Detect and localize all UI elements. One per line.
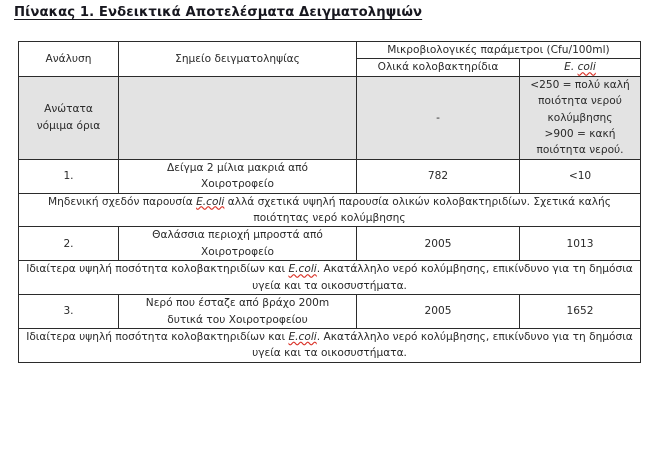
header-total-coliforms: Ολικά κολοβακτηρίδια [357,59,520,76]
results-table-container [18,41,640,363]
legal-limits-e-coli-line-1: ποιότητα νερού [538,95,622,108]
header-sampling-point: Σημείο δειγματοληψίας [119,42,357,77]
sample-total-coliforms: 782 [357,159,520,193]
sampling-results-table [18,41,641,363]
table-row [19,159,641,193]
legal-limits-e-coli-line-2: κολύμβησης [547,111,613,124]
comment-text-before: Ιδιαίτερα υψηλή ποσότητα κολοβακτηριδίων και [26,263,289,276]
comment-row [19,328,641,362]
header-e-coli [520,59,641,76]
sample-e-coli: <10 [520,159,641,193]
sample-site [119,295,357,329]
legal-limits-label-line1: Ανώτατα [44,103,93,116]
sample-index: 1. [19,159,119,193]
comment-text-before: Ιδιαίτερα υψηλή ποσότητα κολοβακτηριδίων και [26,330,289,343]
sample-e-coli: 1013 [520,227,641,261]
comment-text-after: αλλά σχετικά υψηλή παρουσία ολικών κολοβακτηριδίων. Σχετικά καλής ποιότητας νερό κολύμβησης [224,195,611,225]
sample-site-line2: Χοιροτροφείο [201,178,274,191]
sample-total-coliforms: 2005 [357,295,520,329]
sample-comment [19,193,641,227]
comment-row [19,193,641,227]
header-microbiological-parameters: Μικροβιολογικές παράμετροι (Cfu/100ml) [357,42,641,59]
sample-site [119,159,357,193]
table-header-row-top [19,42,641,59]
sample-comment [19,328,641,362]
sample-site-line2: δυτικά του Χοιροτροφείου [167,313,308,326]
sample-site [119,227,357,261]
legal-limits-e-coli-line-0: <250 = πολύ καλή [530,78,630,91]
comment-ecoli-text: E.coli [196,195,225,208]
sample-index: 3. [19,295,119,329]
page-title: Πίνακας 1. Ενδεικτικά Αποτελέσματα Δειγματοληψιών [14,5,423,20]
legal-limits-total-coliforms: - [357,76,520,159]
legal-limits-label [19,76,119,159]
legal-limits-e-coli [520,76,641,159]
sample-site-line1: Νερό που έσταζε από βράχο 200m [145,297,330,310]
comment-row [19,261,641,295]
sample-site-line1: Δείγμα 2 μίλια μακριά από [166,161,309,174]
legal-limits-sampling-point [119,76,357,159]
sample-total-coliforms: 2005 [357,227,520,261]
sample-site-line2: Χοιροτροφείο [201,245,274,258]
legal-limits-label-line2: νόμιμα όρια [36,119,101,132]
e-coli-species-text: coli [577,61,596,74]
comment-ecoli-text: E.coli [288,263,317,276]
comment-text-after: . Ακατάλληλο νερό κολύμβησης, επικίνδυνο για τη δημόσια υγεία και τα οικοσυστήματα. [252,330,633,360]
sample-e-coli: 1652 [520,295,641,329]
sample-site-line1: Θαλάσσια περιοχή μπροστά από [152,229,323,242]
legal-limits-e-coli-line-4: ποιότητα νερού. [536,144,624,157]
table-row [19,295,641,329]
e-coli-genus-text: E. [564,61,578,74]
comment-ecoli-text: E.coli [288,330,317,343]
table-row [19,227,641,261]
comment-text-after: . Ακατάλληλο νερό κολύμβησης, επικίνδυνο για τη δημόσια υγεία και τα οικοσυστήματα. [252,263,633,292]
sample-comment [19,261,641,295]
legal-limits-e-coli-line-3: >900 = κακή [544,128,616,141]
header-analysis: Ανάλυση [19,42,119,77]
sample-index: 2. [19,227,119,261]
comment-text-before: Μηδενική σχεδόν παρουσία [48,195,197,208]
legal-limits-row [19,76,641,159]
